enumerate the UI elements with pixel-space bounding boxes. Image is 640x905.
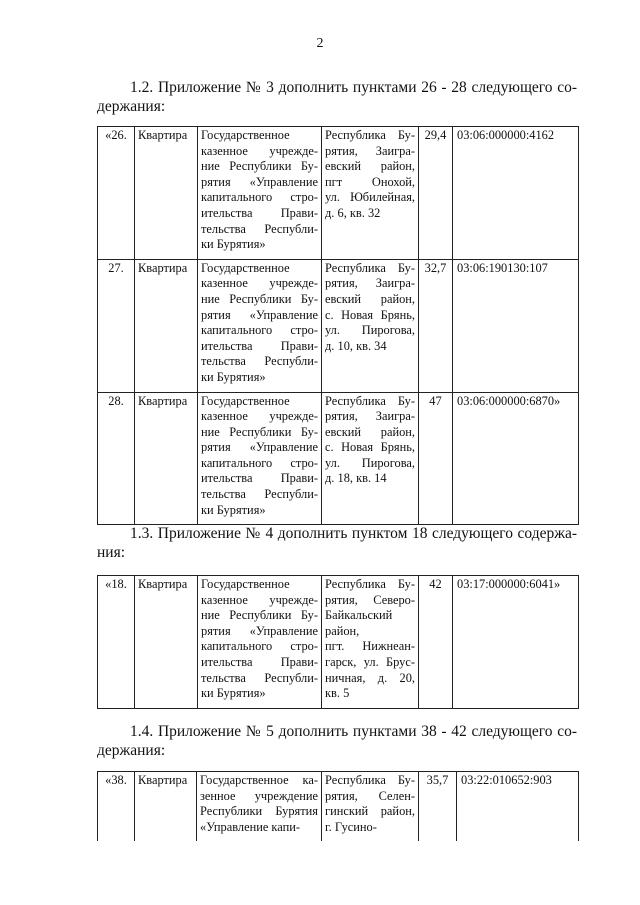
- object-type-cell: Квартира: [135, 127, 198, 260]
- section-1-2-line-2: держания:: [97, 98, 166, 115]
- address-line: ул. Пирогова,: [325, 455, 415, 470]
- object-type-cell: Квартира: [135, 576, 198, 709]
- address-line: Республика Бу-: [325, 773, 415, 787]
- annex-4-table: [97, 575, 579, 709]
- address-line: ул. Пирогова,: [325, 323, 415, 338]
- holder-cell: [198, 127, 322, 260]
- address-cell: [322, 127, 419, 260]
- holder-line: Государственное ка-: [200, 773, 318, 787]
- holder-line: рятия «Управление: [201, 623, 318, 638]
- address-line: рятия, Заигра-: [325, 276, 415, 291]
- address-line: Республика Бу-: [325, 577, 415, 591]
- table-row: [98, 392, 579, 525]
- section-1-3-line-2: ния:: [97, 544, 126, 561]
- address-line: евский район,: [325, 291, 415, 306]
- holder-line: казенное учрежде-: [201, 592, 318, 607]
- object-type-cell: Квартира: [135, 772, 197, 842]
- holder-line: Республики Бурятия: [200, 804, 318, 819]
- area-cell: 47: [419, 392, 453, 525]
- table-row: [98, 772, 579, 842]
- address-line: д. 6, кв. 32: [325, 205, 381, 220]
- row-number-cell: «38.: [98, 772, 135, 842]
- address-line: с. Новая Брянь,: [325, 307, 415, 322]
- address-line: Республика Бу-: [325, 128, 415, 142]
- annex-3-table: [97, 126, 579, 525]
- holder-line: ки Бурятия»: [201, 686, 266, 701]
- holder-line: тельства Республи-: [201, 354, 318, 369]
- table-row: [98, 576, 579, 709]
- holder-line: «Управление капи-: [200, 819, 300, 834]
- holder-line: капитального стро-: [201, 323, 318, 338]
- row-number-cell: 28.: [98, 392, 135, 525]
- page-number: 2: [316, 36, 324, 51]
- address-line: рятия, Заигра-: [325, 143, 415, 158]
- object-type-cell: Квартира: [135, 392, 198, 525]
- holder-line: ние Республики Бу-: [201, 159, 318, 174]
- object-type-cell: Квартира: [135, 259, 198, 392]
- section-1-2-line-1: 1.2. Приложение № 3 дополнить пунктами 26 - 28 следующего со-: [130, 79, 577, 96]
- area-cell: 35,7: [419, 772, 457, 842]
- address-line: гарск, ул. Брус-: [325, 654, 415, 669]
- holder-line: ние Республики Бу-: [201, 608, 318, 623]
- holder-line: ительства Прави-: [201, 205, 318, 220]
- address-line: евский район,: [325, 159, 415, 174]
- address-line: ул. Юбилейная,: [325, 190, 415, 205]
- holder-line: ние Республики Бу-: [201, 424, 318, 439]
- address-line: кв. 5: [325, 686, 350, 701]
- area-cell: 42: [419, 576, 453, 709]
- row-number-cell: 27.: [98, 259, 135, 392]
- table-row: [98, 259, 579, 392]
- holder-cell: [197, 772, 322, 842]
- area-cell: 32,7: [419, 259, 453, 392]
- holder-line: Государственное: [201, 577, 290, 591]
- address-line: район,: [325, 623, 360, 638]
- address-line: рятия, Заигра-: [325, 409, 415, 424]
- holder-line: зенное учреждение: [200, 788, 318, 803]
- holder-cell: [198, 392, 322, 525]
- holder-line: ки Бурятия»: [201, 502, 266, 517]
- cadastral-number-cell: 03:22:010652:903: [457, 772, 579, 842]
- holder-line: капитального стро-: [201, 639, 318, 654]
- holder-line: капитального стро-: [201, 190, 318, 205]
- address-cell: [322, 772, 419, 842]
- address-line: Республика Бу-: [325, 393, 415, 408]
- address-line: ничная, д. 20,: [325, 670, 415, 685]
- holder-line: казенное учрежде-: [201, 276, 318, 291]
- address-line: д. 10, кв. 34: [325, 338, 387, 353]
- address-line: пгт Онохой,: [325, 174, 415, 189]
- annex-5-table: [97, 771, 579, 841]
- holder-line: казенное учрежде-: [201, 409, 318, 424]
- holder-line: ительства Прави-: [201, 338, 318, 353]
- address-line: евский район,: [325, 424, 415, 439]
- address-line: рятия, Селен-: [325, 788, 415, 803]
- address-line: Республика Бу-: [325, 260, 415, 275]
- holder-cell: [198, 259, 322, 392]
- section-1-3-line-1: 1.3. Приложение № 4 дополнить пунктом 18 следующего содержа-: [130, 525, 577, 542]
- holder-line: ки Бурятия»: [201, 237, 266, 252]
- holder-line: рятия «Управление: [201, 174, 318, 189]
- holder-line: капитального стро-: [201, 455, 318, 470]
- address-line: рятия, Северо-: [325, 592, 415, 607]
- holder-line: казенное учрежде-: [201, 143, 318, 158]
- cadastral-number-cell: 03:06:000000:6870»: [453, 392, 579, 525]
- holder-line: Государственное: [201, 393, 290, 408]
- holder-line: рятия «Управление: [201, 307, 318, 322]
- area-cell: 29,4: [419, 127, 453, 260]
- address-line: г. Гусино-: [325, 819, 377, 834]
- section-1-4-paragraph: [97, 722, 577, 760]
- address-cell: [322, 259, 419, 392]
- address-line: с. Новая Брянь,: [325, 440, 415, 455]
- holder-line: тельства Республи-: [201, 221, 318, 236]
- row-number-cell: «18.: [98, 576, 135, 709]
- address-cell: [322, 576, 419, 709]
- address-line: д. 18, кв. 14: [325, 471, 387, 486]
- section-1-4-line-1: 1.4. Приложение № 5 дополнить пунктами 38 - 42 следующего со-: [130, 723, 577, 740]
- address-cell: [322, 392, 419, 525]
- holder-line: тельства Республи-: [201, 670, 318, 685]
- holder-line: ительства Прави-: [201, 471, 318, 486]
- cadastral-number-cell: 03:06:190130:107: [453, 259, 579, 392]
- cadastral-number-cell: 03:17:000000:6041»: [453, 576, 579, 709]
- cadastral-number-cell: 03:06:000000:4162: [453, 127, 579, 260]
- holder-line: тельства Республи-: [201, 487, 318, 502]
- holder-line: ние Республики Бу-: [201, 291, 318, 306]
- holder-line: ительства Прави-: [201, 654, 318, 669]
- table-row: [98, 127, 579, 260]
- section-1-3-paragraph: [97, 524, 577, 562]
- section-1-4-line-2: держания:: [97, 742, 166, 759]
- address-line: Байкальский: [325, 608, 393, 623]
- holder-cell: [198, 576, 322, 709]
- row-number-cell: «26.: [98, 127, 135, 260]
- holder-line: Государственное: [201, 260, 290, 275]
- section-1-2-paragraph: [97, 78, 577, 116]
- holder-line: ки Бурятия»: [201, 369, 266, 384]
- address-line: гинский район,: [325, 804, 415, 819]
- holder-line: рятия «Управление: [201, 440, 318, 455]
- address-line: пгт. Нижнеан-: [325, 639, 415, 654]
- holder-line: Государственное: [201, 128, 290, 142]
